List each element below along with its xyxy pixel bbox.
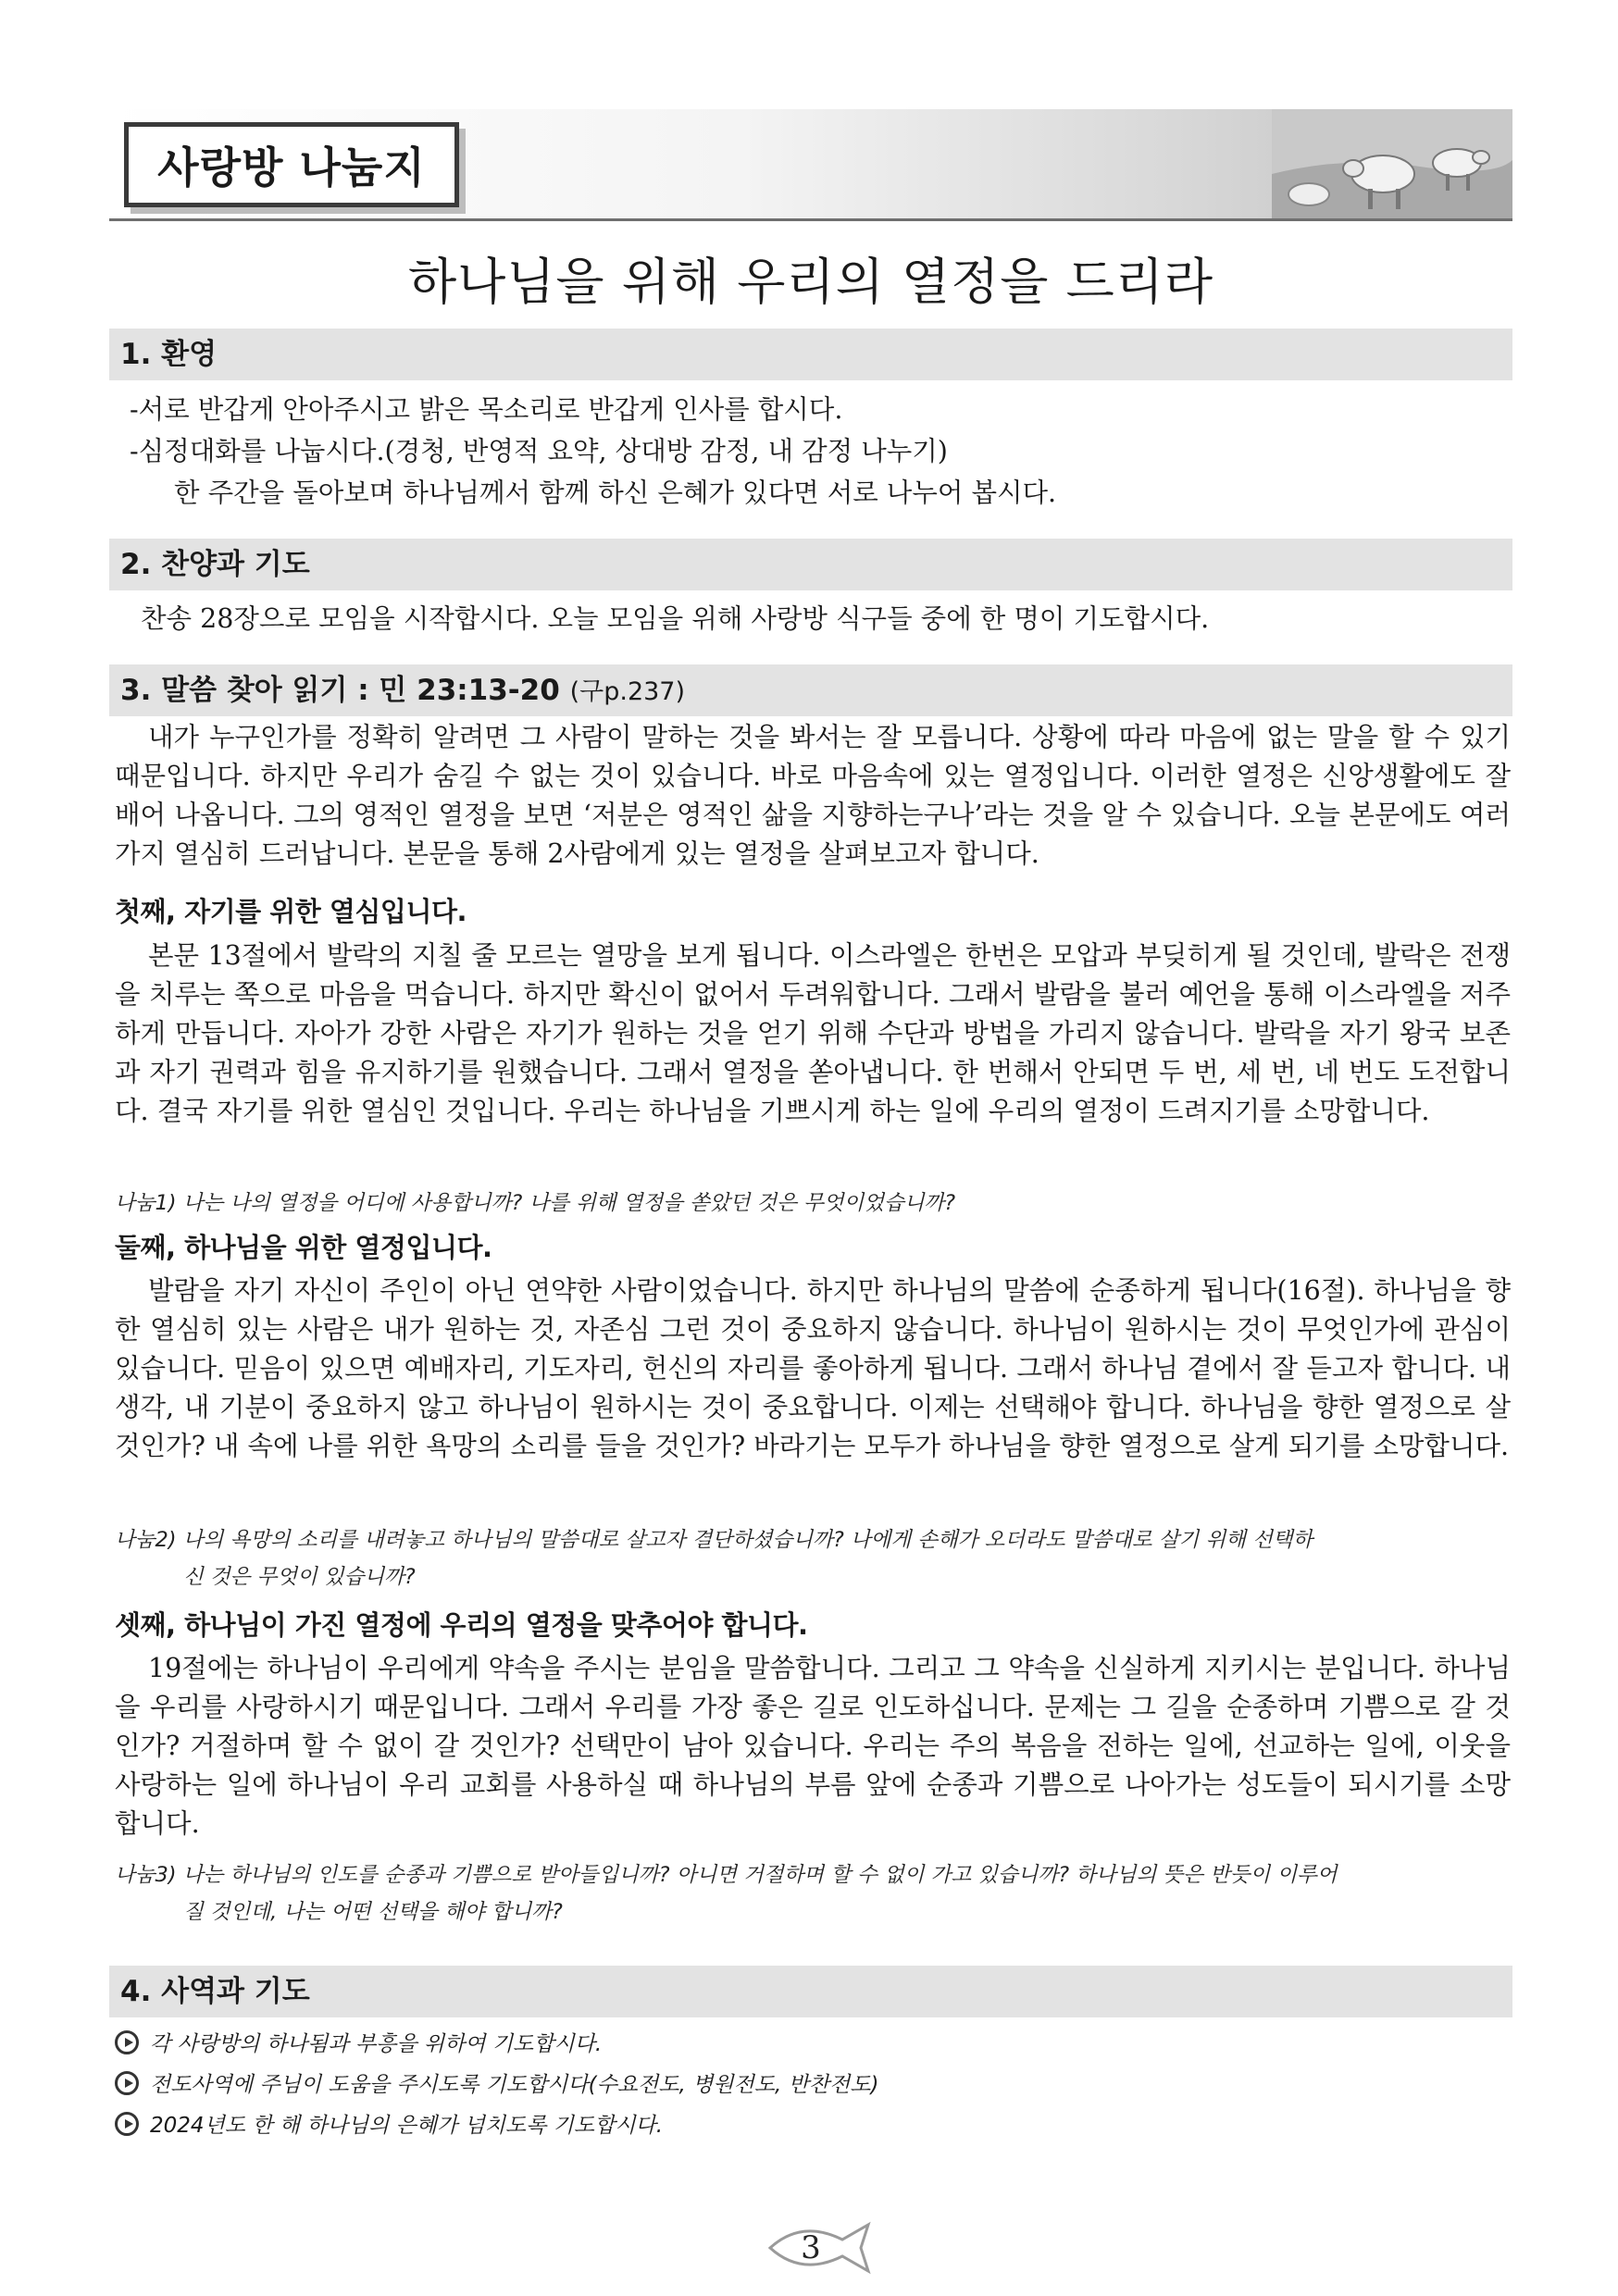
prayer-item-3: [115, 2108, 663, 2139]
page-number: 3: [801, 2229, 821, 2266]
intro-text: 내가 누구인가를 정확히 알려면 그 사람이 말하는 것을 봐서는 잘 모릅니다. 상황에 따라 마음에 없는 말을 할 수 있기 때문입니다. 하지만 우리가 숨길 수 없는 것이 있습니다. 바로 마음속에 있는 열정입니다. 이러한 열정은 신앙생활에도 잘 배어 나옵니다. 그의 영적인 열정을 보면 ‘저분은 영적인 삶을 지향하는구나’라는 것을 알 수 있습니다. 오늘 본문에도 여러 가지 열심히 드러납니다. 본문을 통해 2사람에게 있는 열정을 살펴보고자 합니다.: [115, 722, 1511, 869]
arrow-circle-icon: [115, 2112, 139, 2136]
share-question-1: 나눔1) 나는 나의 열정을 어디에 사용합니까? 나를 위해 열정을 쏟았던 것은 무엇이었습니까?: [115, 1191, 956, 1215]
prayer-text-3: 2024년도 한 해 하나님의 은혜가 넘치도록 기도합시다.: [150, 2114, 664, 2138]
section-heading-ministry: 4. 사역과 기도: [109, 1966, 1512, 2017]
share-question-3-line-2: 질 것인데, 나는 어떤 선택을 해야 합니까?: [183, 1900, 563, 1924]
point1-paragraph: [115, 937, 1511, 1131]
prayer-item-2: [115, 2067, 878, 2098]
point2-paragraph: [115, 1272, 1511, 1466]
point3-heading: 셋째, 하나님이 가진 열정에 우리의 열정을 맞추어야 합니다.: [115, 1609, 808, 1641]
page-title: 하나님을 위해 우리의 열정을 드리라: [407, 253, 1214, 311]
section-heading-welcome: 1. 환영: [109, 329, 1512, 380]
section-heading-praise: 2. 찬양과 기도: [109, 539, 1512, 590]
welcome-line-2: -심정대화를 나눕시다.(경청, 반영적 요약, 상대방 감정, 내 감정 나누기): [130, 436, 948, 466]
scripture-heading: 3. 말씀 찾아 읽기 : 민 23:13-20: [120, 674, 560, 707]
point1-heading: 첫째, 자기를 위한 열심입니다.: [115, 896, 467, 927]
point1-text: 본문 13절에서 발락의 지칠 줄 모르는 열망을 보게 됩니다. 이스라엘은 한번은 모압과 부딪히게 될 것인데, 발락은 전쟁을 치루는 쪽으로 마음을 먹습니다. 하지만 확신이 없어서 두려워합니다. 그래서 발람을 불러 예언을 통해 이스라엘을 저주하게 만듭니다. 자아가 강한 사람은 자기가 원하는 것을 얻기 위해 수단과 방법을 가리지 않습니다. 발락을 자기 왕국 보존과 자기 권력과 힘을 유지하기를 원했습니다. 그래서 열정을 쏟아냅니다. 한 번해서 안되면 두 번, 세 번, 네 번도 도전합니다. 결국 자기를 위한 열심인 것입니다. 우리는 하나님을 기쁘시게 하는 일에 우리의 열정이 드려지기를 소망합니다.: [115, 940, 1511, 1126]
page-number-fish: [765, 2217, 876, 2278]
point2-text: 발람을 자기 자신이 주인이 아닌 연약한 사람이었습니다. 하지만 하나님의 말씀에 순종하게 됩니다(16절). 하나님을 향한 열심히 있는 사람은 내가 원하는 것, 자존심 그런 것이 중요하지 않습니다. 하나님이 원하시는 것이 무엇인가에 관심이 있습니다. 믿음이 있으면 예배자리, 기도자리, 헌신의 자리를 좋아하게 됩니다. 그래서 하나님 곁에서 잘 듣고자 합니다. 내 생각, 내 기분이 중요하지 않고 하나님이 원하시는 것이 중요합니다. 이제는 선택해야 합니다. 하나님을 향한 열정으로 살 것인가? 내 속에 나를 위한 욕망의 소리를 들을 것인가? 바라기는 모두가 하나님을 향한 열정으로 살게 되기를 소망합니다.: [115, 1275, 1511, 1461]
arrow-circle-icon: [115, 2071, 139, 2095]
sheep-image: [1272, 109, 1512, 218]
arrow-circle-icon: [115, 2030, 139, 2054]
prayer-text-1: 각 사랑방의 하나됨과 부흥을 위하여 기도합시다.: [150, 2032, 603, 2056]
point3-text: 19절에는 하나님이 우리에게 약속을 주시는 분임을 말씀합니다. 그리고 그 약속을 신실하게 지키시는 분입니다. 하나님을 우리를 사랑하시기 때문입니다. 그래서 우리를 가장 좋은 길로 인도하십니다. 문제는 그 길을 순종하며 기쁨으로 갈 것인가? 거절하며 할 수 없이 갈 것인가? 선택만이 남아 있습니다. 우리는 주의 복음을 전하는 일에, 선교하는 일에, 이웃을 사랑하는 일에 하나님이 우리 교회를 사용하실 때 하나님의 부름 앞에 순종과 기쁨으로 나아가는 성도들이 되시기를 소망합니다.: [115, 1653, 1511, 1839]
scripture-reference: (구p.237): [569, 677, 686, 706]
share-question-2: [115, 1521, 1512, 1595]
welcome-line-3: 한 주간을 돌아보며 하나님께서 함께 하신 은혜가 있다면 서로 나누어 봅시다.: [174, 478, 1057, 508]
point3-paragraph: [115, 1649, 1511, 1843]
share-question-3-line-1: 나눔3) 나는 하나님의 인도를 순종과 기쁨으로 받아들입니까? 아니면 거절하며 할 수 없이 가고 있습니까? 하나님의 뜻은 반듯이 이루어: [115, 1863, 1338, 1887]
prayer-item-1: [115, 2027, 602, 2057]
praise-line: 찬송 28장으로 모임을 시작합시다. 오늘 모임을 위해 사랑방 식구들 중에 한 명이 기도합시다.: [141, 603, 1210, 634]
section-badge: 사랑방 나눔지: [124, 122, 459, 207]
share-question-2-line-1: 나눔2) 나의 욕망의 소리를 내려놓고 하나님의 말씀대로 살고자 결단하셨습니까? 나에게 손해가 오더라도 말씀대로 살기 위해 선택하: [115, 1528, 1313, 1552]
welcome-line-1: -서로 반갑게 안아주시고 밝은 목소리로 반갑게 인사를 합시다.: [130, 394, 843, 425]
section-heading-scripture: [109, 664, 1512, 716]
prayer-text-2: 전도사역에 주님이 도움을 주시도록 기도합시다(수요전도, 병원전도, 반찬전도): [150, 2073, 879, 2097]
share-question-2-line-2: 신 것은 무엇이 있습니까?: [183, 1565, 416, 1589]
share-question-3: [115, 1856, 1512, 1930]
point2-heading: 둘째, 하나님을 위한 열정입니다.: [115, 1232, 492, 1263]
intro-paragraph: [115, 718, 1511, 874]
header-banner: [109, 109, 1512, 221]
